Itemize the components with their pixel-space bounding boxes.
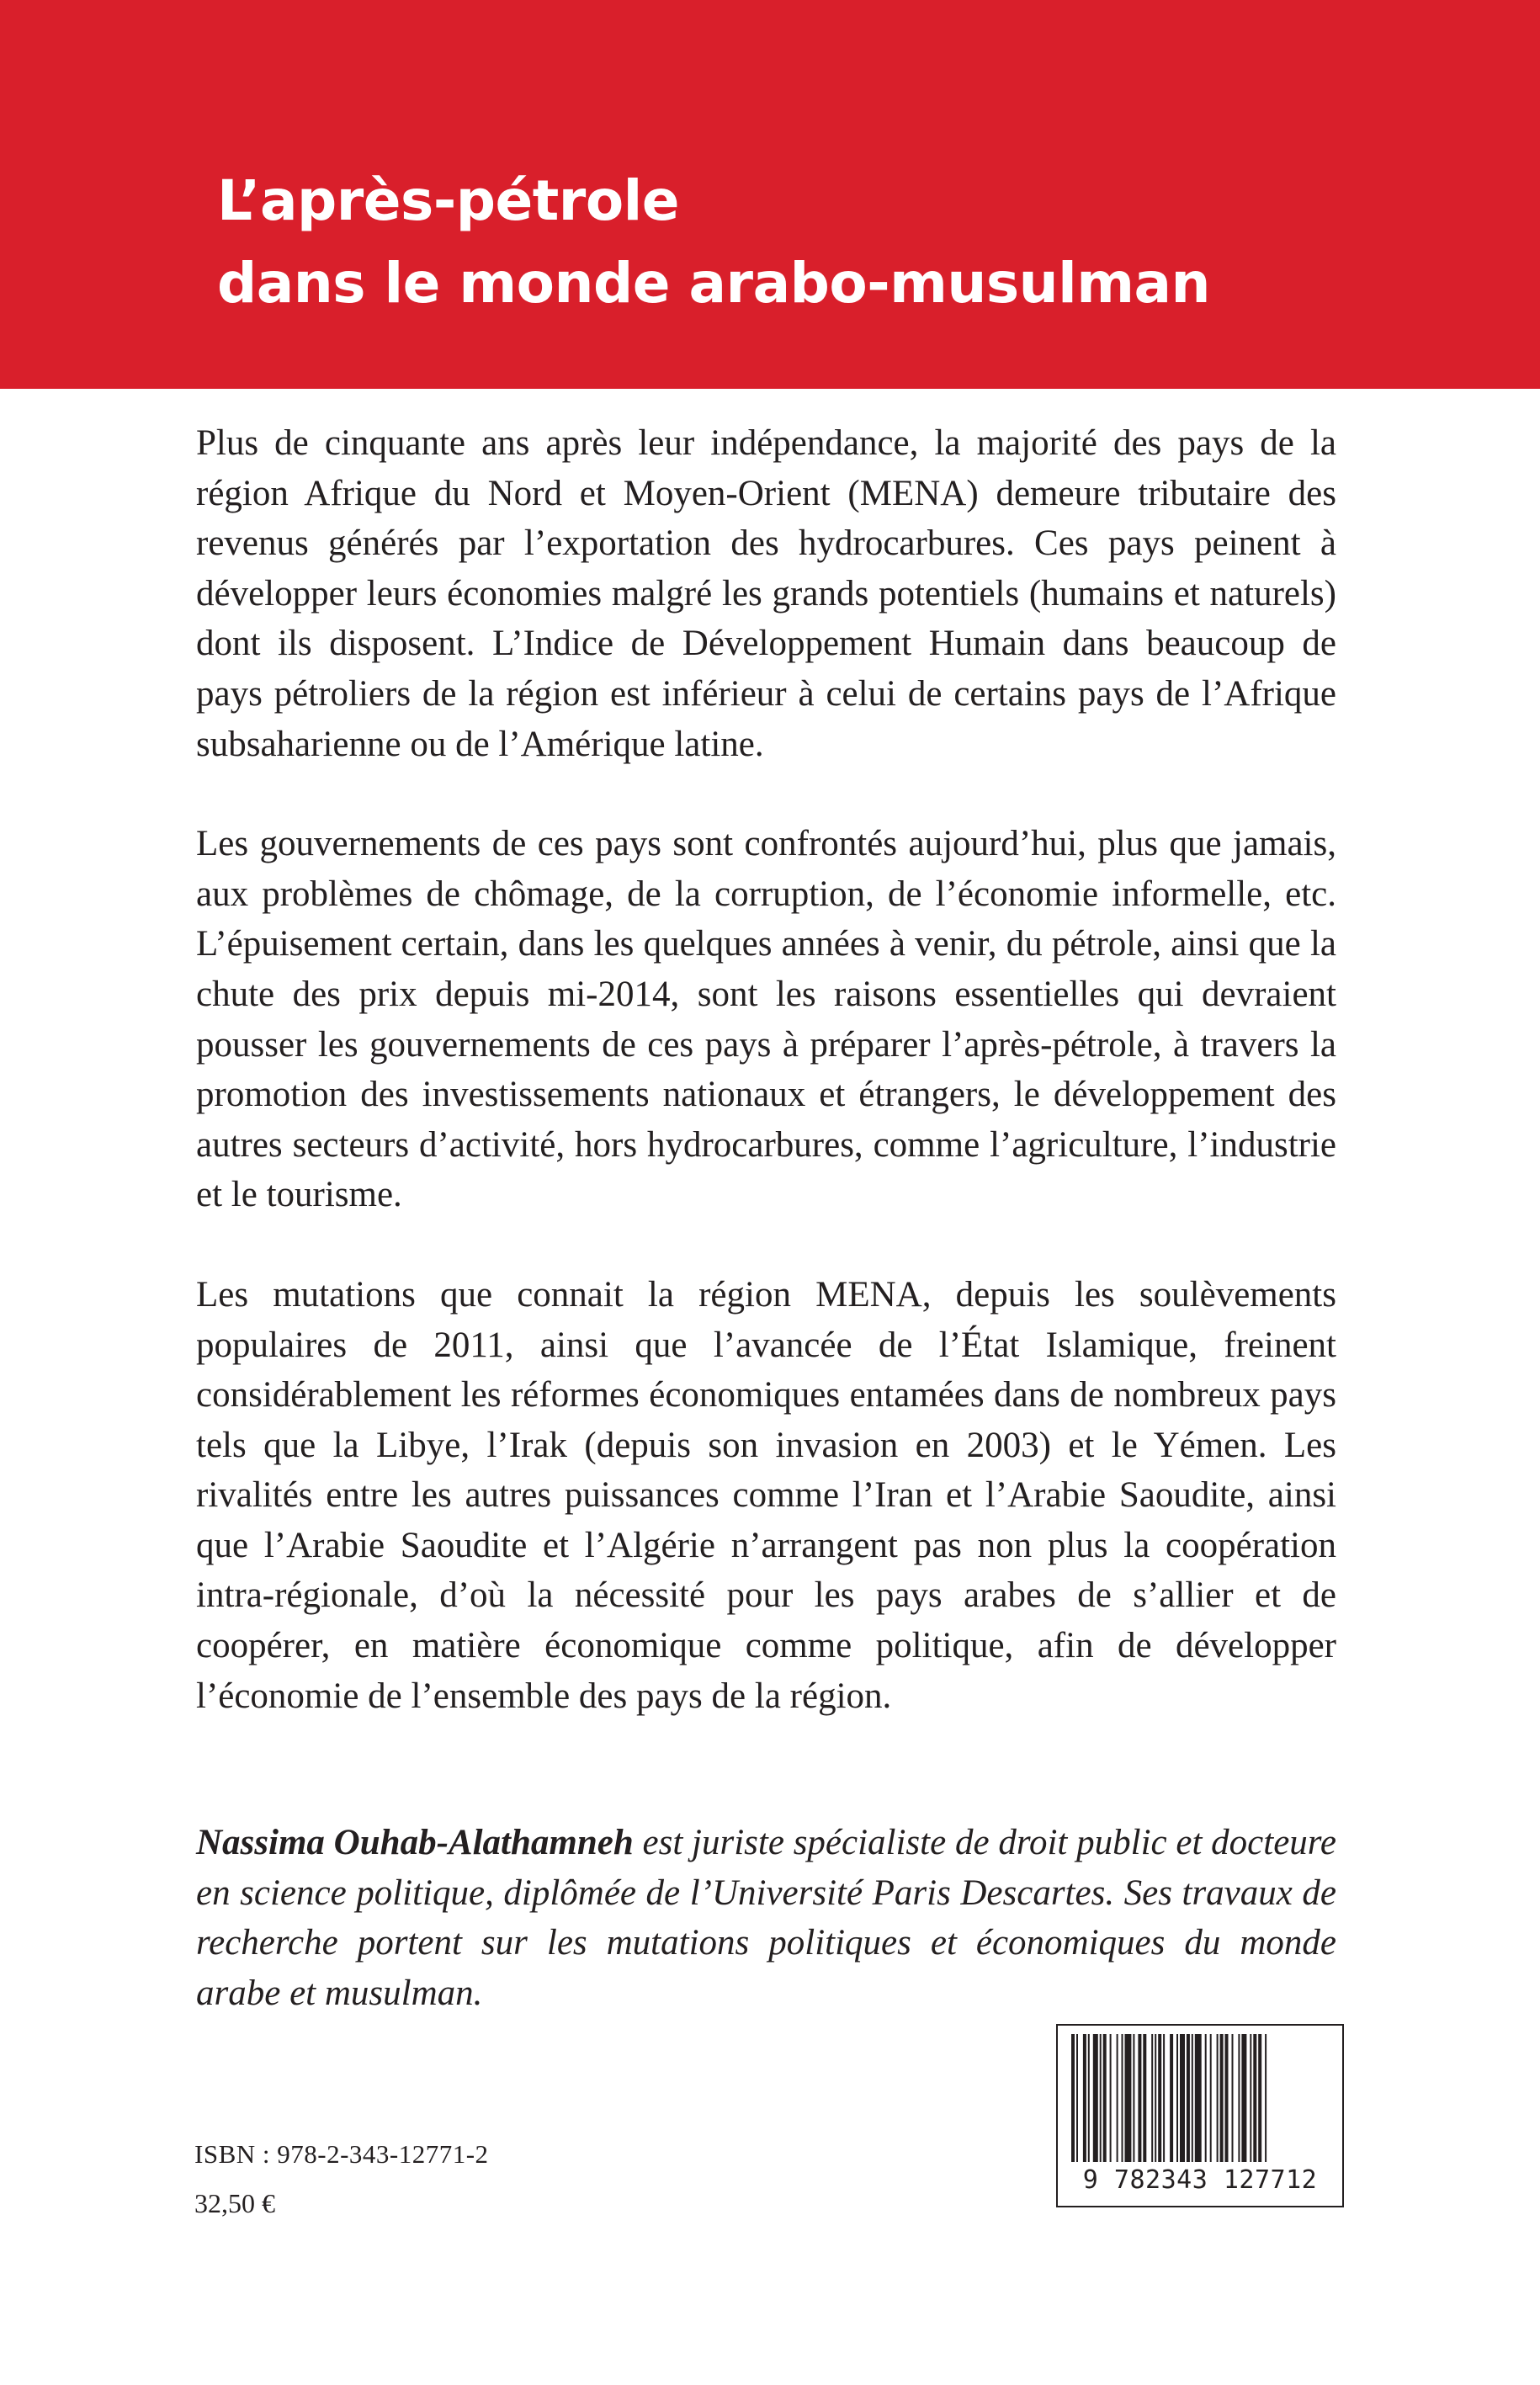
author-name: Nassima Ouhab-Alathamneh <box>196 1823 634 1862</box>
barcode-bar <box>1110 2034 1112 2162</box>
book-title <box>217 160 1210 325</box>
barcode-bar <box>1265 2034 1267 2162</box>
barcode-bar <box>1158 2034 1161 2162</box>
author-description: est juriste spécialiste de droit public et docteure en science politique, diplômée de l’Université Paris Descartes. Ses travaux de recherche portent sur les mutations politiques et économiques du monde arabe et musulman. <box>196 1823 1336 2013</box>
barcode-bar <box>1187 2034 1190 2162</box>
barcode-bar <box>1250 2034 1251 2162</box>
barcode-digits: 9 782343 127712 <box>1082 2165 1318 2195</box>
barcode-bar <box>1100 2034 1102 2162</box>
blurb-paragraph-2: Les gouvernements de ces pays sont confrontés aujourd’hui, plus que jamais, aux problèmes de chômage, de la corruption, de l’économie informelle, etc. L’épuisement certain, dans les quelques années à venir, du pétrole, ainsi que la chute des prix depuis mi-2014, sont les raisons essentielles qui devraient pousser les gouvernements de ces pays à préparer l’après-pétrole, à travers la promotion des investissements nationaux et étrangers, le développement des autres secteurs d’activité, hors hydrocarbures, comme l’agriculture, l’industrie et le tourisme. <box>196 824 1336 1215</box>
barcode-bar <box>1220 2034 1224 2162</box>
barcode-bar <box>1238 2034 1240 2162</box>
barcode-bar <box>1163 2034 1165 2162</box>
barcode-bar <box>1253 2034 1256 2162</box>
title-line-2: dans le monde arabo-musulman <box>217 251 1211 316</box>
barcode-bar <box>1195 2034 1202 2162</box>
blurb-paragraph-1: Plus de cinquante ans après leur indépendance, la majorité des pays de la région Afrique du Nord et Moyen-Orient (MENA) demeure tributaire des revenus générés par l’exportation des hydrocarbures. Ces pays peinent à développer leurs économies malgré les grands potentiels (humains et naturels) dont ils disposent. L’Indice de Développement Humain dans beaucoup de pays pétroliers de la région est inférieur à celui de certains pays de l’Afrique subsaharienne ou de l’Amérique latine. <box>196 423 1336 764</box>
barcode-bar <box>1103 2034 1107 2162</box>
barcode-bar <box>1180 2034 1185 2162</box>
barcode-bar <box>1076 2034 1078 2162</box>
title-line-1: L’après-pétrole <box>217 168 680 233</box>
barcode-bars <box>1070 2034 1330 2162</box>
barcode-bar <box>1143 2034 1146 2162</box>
blurb-paragraph-3: Les mutations que connait la région MENA, depuis les soulèvements populaires de 2011, ainsi que l’avancée de l’État Islamique, freinent considérablement les réformes économiques entamées dans de nombreux pays tels que la Libye, l’Irak (depuis son invasion en 2003) et le Yémen. Les rivalités entre les autres puissances comme l’Iran et l’Arabie Saoudite, ainsi que l’Arabie Saoudite et l’Algérie n’arrangent pas non plus la coopération intra-régionale, d’où la nécessité pour les pays arabes de s’allier et de coopérer, en matière économique comme politique, afin de développer l’économie de l’ensemble des pays de la région. <box>196 1274 1336 1716</box>
barcode-bar <box>1155 2034 1156 2162</box>
barcode-bar <box>1125 2034 1132 2162</box>
barcode-bar <box>1133 2034 1134 2162</box>
author-bio <box>196 1818 1336 2018</box>
barcode-bar <box>1258 2034 1261 2162</box>
barcode-bar <box>1117 2034 1118 2162</box>
barcode-bar <box>1083 2034 1086 2162</box>
barcode-bar <box>1232 2034 1234 2162</box>
barcode-bar <box>1093 2034 1098 2162</box>
barcode-bar <box>1241 2034 1246 2162</box>
barcode-bar <box>1138 2034 1141 2162</box>
price: 32,50 € <box>194 2188 275 2218</box>
barcode-bar <box>1210 2034 1212 2162</box>
barcode-bar <box>1151 2034 1153 2162</box>
barcode-bar <box>1205 2034 1207 2162</box>
isbn: ISBN : 978-2-343-12771-2 <box>194 2139 489 2169</box>
barcode-bar <box>1225 2034 1229 2162</box>
barcode-bar <box>1170 2034 1173 2162</box>
barcode-bar <box>1122 2034 1123 2162</box>
barcode-bar <box>1192 2034 1193 2162</box>
barcode-bar <box>1088 2034 1090 2162</box>
barcode <box>1056 2024 1344 2207</box>
barcode-bar <box>1217 2034 1219 2162</box>
barcode-bar <box>1071 2034 1075 2162</box>
blurb <box>196 418 1336 1771</box>
barcode-bar <box>1176 2034 1178 2162</box>
